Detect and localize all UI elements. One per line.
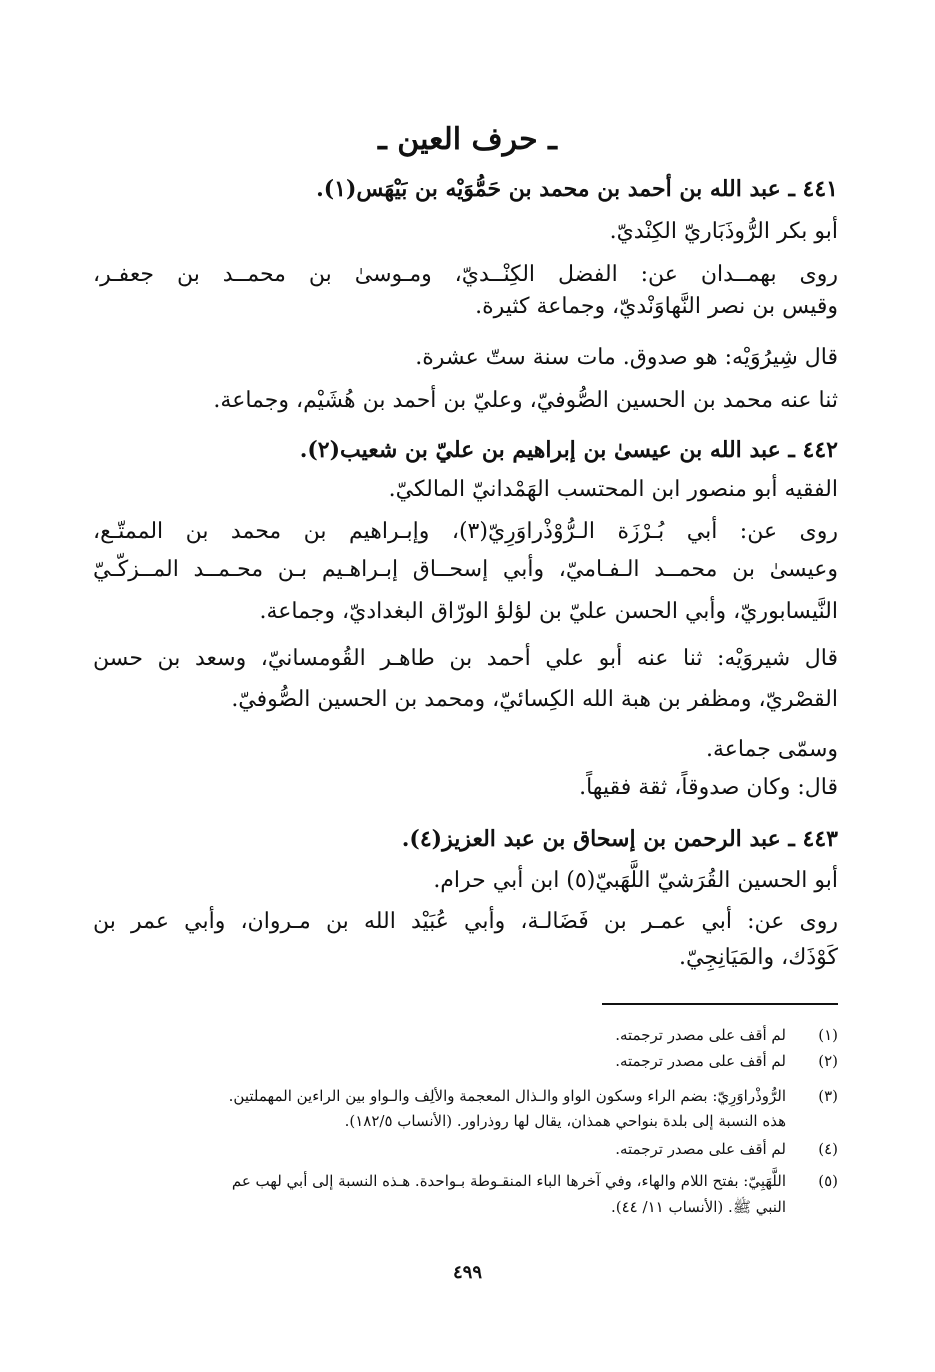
entry-heading: ٤٤٢ ـ عبد الله بن عيسىٰ بن إبراهيم بن عليّ بن شعيب(٢). — [299, 437, 838, 463]
footnote-text: لم أقف على مصدر ترجمته. — [615, 1026, 786, 1044]
footnote-number: (٥) — [818, 1172, 838, 1190]
entry-line: روى عن: أبي بُـرْزَة الـرُّوْذْراوَرِيّ(٣)، وإبـراهيم بن محمد بن الممتّـع، — [93, 519, 838, 544]
entry-line: وعيسىٰ بن محمــد الـفـاميّ، وأبي إسحــاق إبـراهـيم بـن محـمــد المــزكّـيّ — [93, 557, 838, 582]
entry-heading: ٤٤٣ ـ عبد الرحمن بن إسحاق بن عبد العزيز(٤). — [401, 826, 838, 852]
entry-line: قال شِيرُوَيْه: هو صدوق. مات سنة ستّ عشرة. — [415, 345, 838, 370]
entry-line: أبو الحسين القُرَشيّ اللَّهَبيّ(٥) ابن أبي حرام. — [433, 868, 838, 893]
entry-line: أبو بكر الرُّوذَبَاريّ الكِنْديّ. — [609, 219, 838, 244]
footnote-text: النبي ﷺ. (الأنساب ١١/ ٤٤). — [610, 1198, 786, 1216]
entry-line: كَوْذَك، والمَيَانِجِيّ. — [678, 945, 838, 970]
footnote-number: (٣) — [818, 1087, 838, 1105]
footnote — [93, 1050, 838, 1072]
entry-line: روى بهمــدان عن: الفضل الكِنْــديّ، ومـوسىٰ بن محمــد بن جعفـر، — [93, 262, 838, 287]
entry-line: قال: وكان صدوقاً، ثقة فقيهاً. — [579, 775, 838, 800]
footnote-text: لم أقف على مصدر ترجمته. — [615, 1140, 786, 1158]
footnote-text: اللَّهَبِيّ: بفتح اللام والهاء، وفي آخرها الباء المنقـوطة بـواحدة. هـذه النسبة إلى أبي لهب عم — [231, 1172, 786, 1190]
footnote-number: (١) — [818, 1026, 838, 1044]
entry-line: وسمّى جماعة. — [705, 737, 838, 762]
footnote — [93, 1170, 838, 1192]
entry-line: روى عن: أبي عمـر بن فَضَالـة، وأبي عُبَيْد الله بن مـروان، وأبي عمر بن — [93, 909, 838, 934]
footnote-text: الرُّوذْراوَرِيّ: بضم الراء وسكون الواو والـذال المعجمة والألِف والـواو بين الراءين المهملتين. — [228, 1087, 786, 1105]
footnote-separator — [602, 1003, 838, 1005]
footnote-text: هذه النسبة إلى بلدة بنواحي همذان، يقال لها روذراور. (الأنساب ١٨٢/٥). — [344, 1112, 786, 1130]
footnote — [93, 1085, 838, 1107]
entry-line: النَّيسابوريّ، وأبي الحسن عليّ بن لؤلؤ الورّاق البغداديّ، وجماعة. — [259, 599, 838, 624]
entry-line: وقيس بن نصر النَّهاوَنْديّ، وجماعة كثيرة. — [475, 294, 838, 319]
entry-line: القصْريّ، ومظفر بن هبة الله الكِسائيّ، ومحمد بن الحسين الصُّوفيّ. — [231, 687, 838, 712]
footnote — [93, 1138, 838, 1160]
entry-line: ثنا عنه محمد بن الحسين الصُّوفيّ، وعليّ بن أحمد بن هُشَيْم، وجماعة. — [213, 388, 838, 413]
footnote-text: لم أقف على مصدر ترجمته. — [615, 1052, 786, 1070]
page-number: ٤٩٩ — [452, 1262, 482, 1283]
section-title: ـ حرف العين ـ — [378, 122, 557, 157]
entry-line: قال شيروَيْه: ثنا عنه أبو علي أحمد بن طاهـر القُومسانيّ، وسعد بن حسن — [93, 646, 838, 671]
entry-heading: ٤٤١ ـ عبد الله بن أحمد بن محمد بن حَمُّوَيْه بن بَيْهَس(١). — [316, 176, 838, 202]
footnote-number: (٢) — [818, 1052, 838, 1070]
footnote-number: (٤) — [818, 1140, 838, 1158]
footnote — [93, 1024, 838, 1046]
entry-line: الفقيه أبو منصور ابن المحتسب الهَمْدانيّ المالكيّ. — [388, 477, 838, 502]
